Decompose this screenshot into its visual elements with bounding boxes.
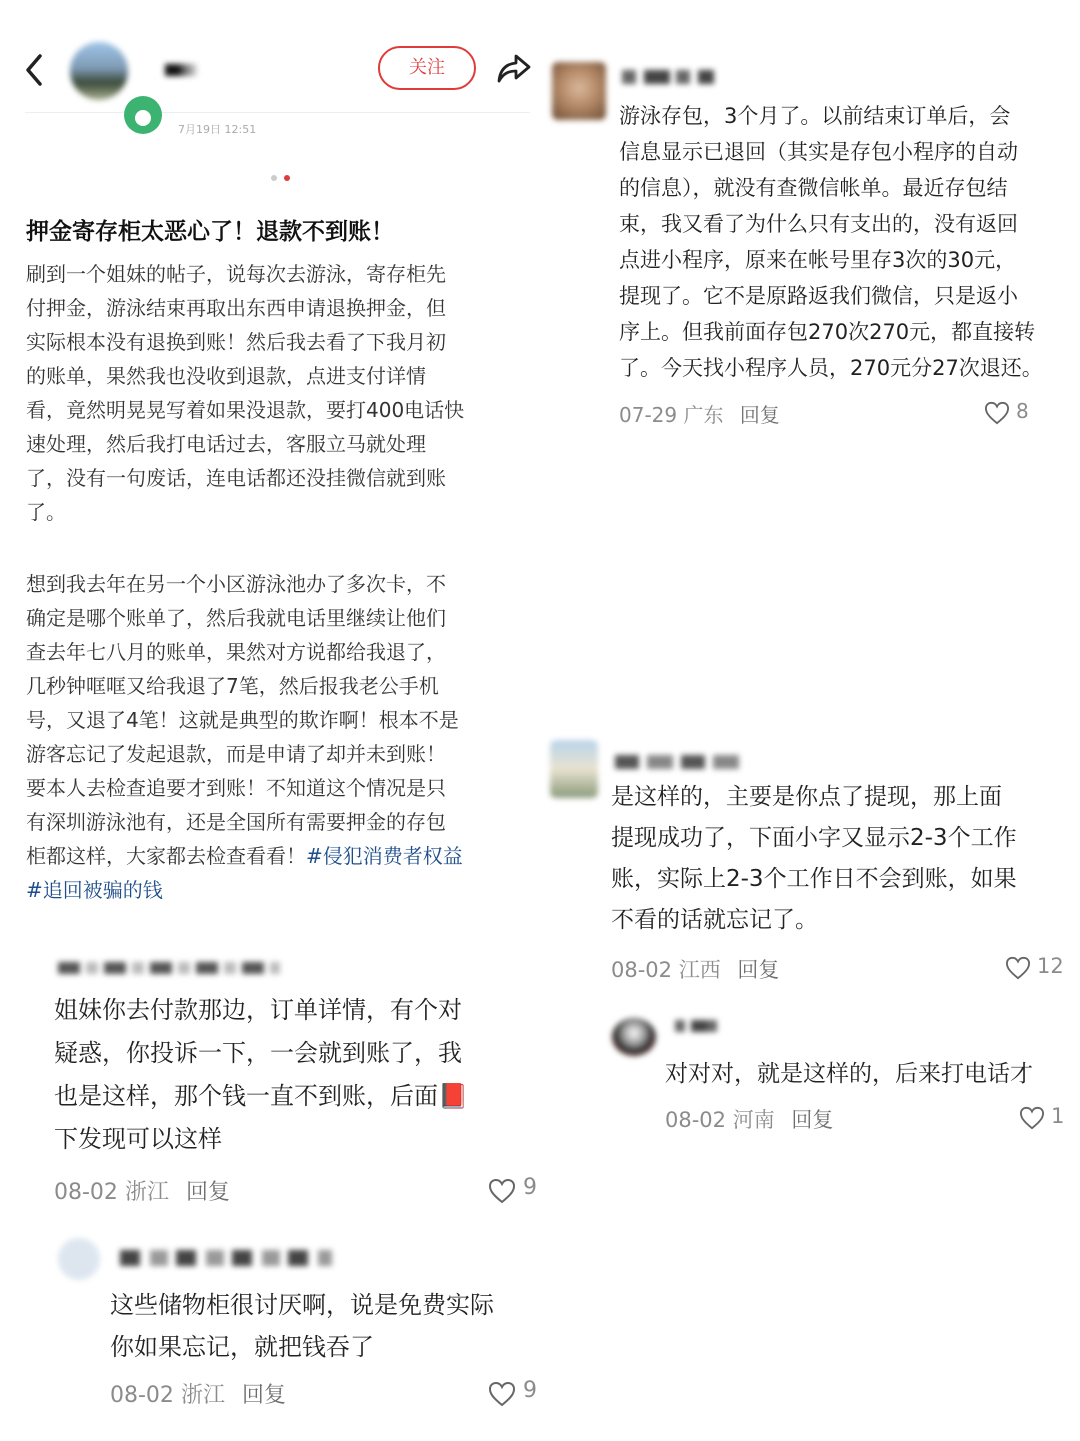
body-line: 查去年七八月的账单，果然对方说都给我退了， [26, 640, 446, 664]
comment-region: 浙江 [180, 1383, 225, 1408]
share-button[interactable] [496, 50, 532, 86]
back-arrow-icon [20, 50, 50, 90]
comment-line: 你如果忘记，就把钱吞了 [110, 1333, 374, 1361]
like-button[interactable] [1019, 1104, 1065, 1132]
author-avatar[interactable] [70, 42, 128, 100]
like-button[interactable] [488, 1175, 537, 1207]
post-body-para2 [26, 568, 531, 913]
body-line: 速处理，然后我打电话过去，客服立马就处理 [26, 432, 426, 456]
author-name[interactable] [165, 64, 197, 76]
commenter-avatar[interactable] [612, 1018, 656, 1056]
body-line: 的账单，果然我也没收到退款，点进支付详情 [26, 364, 426, 388]
heart-icon [984, 401, 1010, 425]
commenter-avatar[interactable] [552, 62, 606, 120]
commenter-name[interactable] [120, 1250, 332, 1266]
comment-text [110, 1285, 530, 1375]
commenter-name[interactable] [58, 962, 280, 974]
body-line: 游客忘记了发起退款，而是申请了却并未到账！ [26, 742, 446, 766]
reply-button[interactable]: 回复 [737, 958, 780, 982]
comment-text [54, 990, 529, 1165]
comment-line: 点进小程序，原来在帐号里存3次的30元， [619, 248, 1017, 272]
comment-line: 下发现可以这样 [54, 1125, 222, 1153]
commenter-avatar[interactable] [550, 740, 598, 798]
body-line: 刷到一个姐妹的帖子，说每次去游泳，寄存柜先 [26, 262, 446, 286]
heart-icon [488, 1381, 516, 1407]
comment-line: 这些储物柜很讨厌啊，说是免费实际 [110, 1291, 494, 1319]
comment-date: 08-02 [54, 1180, 118, 1205]
comment-line: 束，我又看了为什么只有支出的，没有返回 [619, 212, 1018, 236]
body-line: 实际根本没有退换到账！然后我去看了下我月初 [26, 330, 446, 354]
like-count: 1 [1051, 1104, 1065, 1128]
body-line: 要本人去检查追要才到账！不知道这个情况是只 [26, 776, 446, 800]
comment-region: 广东 [683, 403, 724, 427]
body-line: 了。 [26, 500, 66, 524]
comment-line: 序上。但我前面存包270次270元，都直接转 [619, 320, 1036, 344]
reply-button[interactable]: 回复 [791, 1108, 834, 1132]
body-line: 有深圳游泳池有，还是全国所有需要押金的存包 [26, 810, 446, 834]
comment-line: 的信息），就没有查微信帐单。最近存包结 [619, 176, 1008, 200]
body-line: 号，又退了4笔！这就是典型的欺诈啊！根本不是 [26, 708, 459, 732]
reply-button[interactable]: 回复 [185, 1180, 230, 1205]
heart-icon [1005, 956, 1031, 980]
like-count: 9 [523, 1378, 537, 1403]
like-button[interactable] [984, 399, 1064, 427]
comment-date: 07-29 [619, 403, 678, 427]
like-button[interactable] [488, 1378, 537, 1403]
like-count: 8 [1016, 399, 1029, 423]
comment-date: 08-02 [611, 958, 673, 982]
follow-label: 关注 [409, 57, 445, 78]
hashtag-link[interactable]: #追回被骗的钱 [26, 878, 163, 902]
comment-line: 游泳存包，3个月了。以前结束订单后，会 [619, 104, 1011, 128]
body-line: 了，没有一句废话，连电话都还没挂微信就到账 [26, 466, 446, 490]
header-divider [25, 112, 530, 113]
post-body-para1 [26, 258, 531, 530]
body-line-text: 柜都这样，大家都去检查看看！ [26, 844, 306, 868]
comment-date: 08-02 [110, 1383, 174, 1408]
comment-line: 是这样的，主要是你点了提现，那上面 [611, 784, 1002, 810]
body-line: 想到我去年在另一个小区游泳池办了多次卡，不 [26, 572, 446, 596]
wechat-badge-icon [124, 112, 162, 134]
comment-text [665, 1055, 1060, 1091]
like-count: 9 [523, 1175, 537, 1200]
comment-line: 也是这样，那个钱一直不到账，后面📕 [54, 1082, 468, 1110]
share-icon [496, 50, 532, 86]
body-line: 确定是哪个账单了，然后我就电话里继续让他们 [26, 606, 446, 630]
comment-meta [110, 1378, 537, 1408]
comment-line: 账，实际上2-3个工作日不会到账，如果 [611, 866, 1017, 892]
carousel-dot [271, 175, 277, 181]
comment-line: 对对对，就是这样的，后来打电话才 [665, 1061, 1033, 1087]
comment-meta [54, 1175, 537, 1209]
comment-line: 姐妹你去付款那边，订单详情，有个对 [54, 996, 462, 1024]
comment-region: 河南 [732, 1108, 775, 1132]
hashtag-link[interactable]: #侵犯消费者权益 [306, 844, 463, 868]
heart-icon [1019, 1106, 1045, 1130]
commenter-name[interactable] [622, 70, 714, 84]
body-line [26, 840, 463, 869]
comment-meta [619, 399, 1069, 429]
comment-text [611, 778, 1059, 943]
carousel-dot-active [284, 175, 290, 181]
post-time: 7月19日 12:51 [178, 123, 257, 136]
comment-meta [665, 1104, 1065, 1134]
comment-line: 提现了。它不是原路返我们微信，只是返小 [619, 284, 1018, 308]
reply-button[interactable]: 回复 [241, 1383, 286, 1408]
comment-line: 疑惑，你投诉一下，一会就到账了，我 [54, 1039, 462, 1067]
comment-meta [611, 954, 1071, 984]
post-title: 押金寄存柜太恶心了！退款不到账！ [26, 219, 394, 245]
comment-date: 08-02 [665, 1108, 727, 1132]
like-count: 12 [1037, 954, 1064, 978]
follow-button[interactable] [378, 46, 476, 90]
comment-region: 浙江 [124, 1180, 169, 1205]
comment-line: 提现成功了，下面小字又显示2-3个工作 [611, 825, 1017, 851]
commenter-name[interactable] [675, 1020, 717, 1032]
comment-text [619, 100, 1059, 390]
comment-region: 江西 [678, 958, 721, 982]
body-line: 付押金，游泳结束再取出东西申请退换押金，但 [26, 296, 446, 320]
right-panel [540, 0, 1080, 1441]
commenter-name[interactable] [615, 755, 745, 769]
comment-line: 了。今天找小程序人员，270元分27次退还。 [619, 356, 1043, 380]
body-line: 几秒钟哐哐又给我退了7笔，然后报我老公手机 [26, 674, 439, 698]
comment-line: 信息显示已退回（其实是存包小程序的自动 [619, 140, 1018, 164]
body-line: 看，竟然明晃晃写着如果没退款，要打400电话快 [26, 398, 465, 422]
heart-icon [488, 1178, 516, 1204]
reply-button[interactable]: 回复 [739, 403, 780, 427]
commenter-avatar[interactable] [58, 1238, 100, 1280]
back-button[interactable] [20, 50, 50, 90]
like-button[interactable] [1005, 954, 1064, 982]
comment-line: 不看的话就忘记了。 [611, 907, 818, 933]
